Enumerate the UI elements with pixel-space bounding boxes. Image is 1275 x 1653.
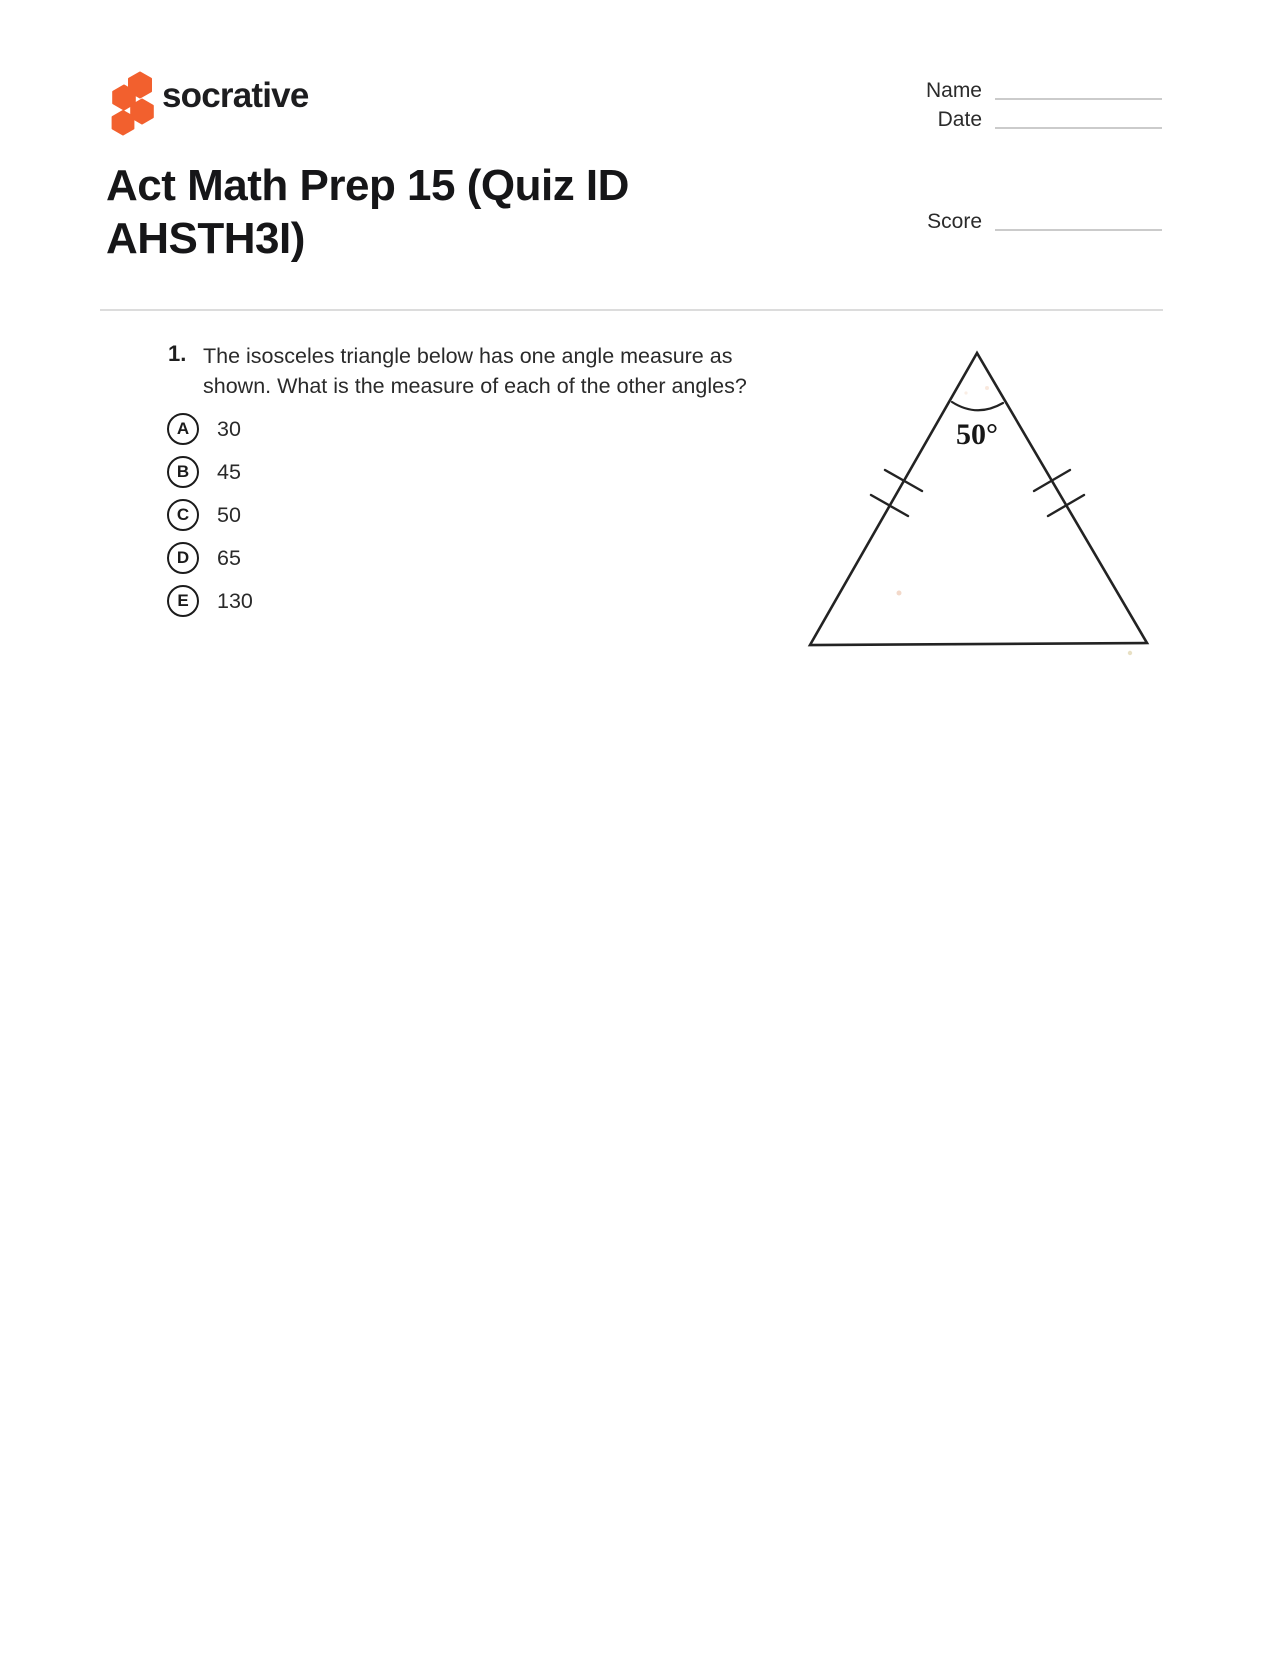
answer-option-c — [167, 499, 253, 531]
option-value: 65 — [217, 545, 241, 570]
option-letter-badge: D — [167, 542, 199, 574]
quiz-title: Act Math Prep 15 (Quiz ID AHSTH3I) — [106, 161, 629, 263]
date-fill-line — [995, 127, 1162, 129]
option-value: 45 — [217, 459, 241, 484]
option-letter-badge: B — [167, 456, 199, 488]
right-side-tick-mark — [1034, 470, 1070, 491]
left-side-tick-mark — [885, 470, 922, 491]
left-side-tick-mark — [871, 495, 908, 516]
date-label: Date — [937, 108, 982, 131]
question-prompt: The isosceles triangle below has one angle measure as shown. What is the measure of each of the other angles? — [203, 344, 747, 398]
option-letter-badge: E — [167, 585, 199, 617]
answer-option-d — [167, 542, 253, 574]
score-label: Score — [927, 210, 982, 233]
apex-angle-label: 50° — [956, 418, 998, 451]
option-value: 50 — [217, 502, 241, 527]
socrative-wordmark: socrative — [162, 76, 309, 115]
header-divider — [100, 309, 1163, 311]
option-letter-badge: C — [167, 499, 199, 531]
scan-speck — [985, 386, 989, 390]
apex-angle-arc — [952, 402, 1003, 410]
answer-option-a — [167, 413, 253, 445]
socrative-hexagons-icon — [108, 66, 160, 136]
right-side-tick-mark — [1048, 495, 1084, 516]
question-number: 1. — [168, 341, 187, 366]
scan-speck — [1128, 651, 1132, 655]
answer-option-e — [167, 585, 253, 617]
name-fill-line — [995, 98, 1162, 100]
scan-speck — [897, 591, 902, 596]
triangle-outline — [810, 353, 1147, 645]
option-value: 130 — [217, 588, 253, 613]
score-fill-line — [995, 229, 1162, 231]
option-value: 30 — [217, 416, 241, 441]
isosceles-triangle-figure — [750, 332, 1170, 662]
option-letter-badge: A — [167, 413, 199, 445]
answer-option-b — [167, 456, 253, 488]
name-label: Name — [925, 79, 982, 102]
scan-speck — [964, 391, 967, 394]
answer-options-list — [167, 413, 253, 617]
